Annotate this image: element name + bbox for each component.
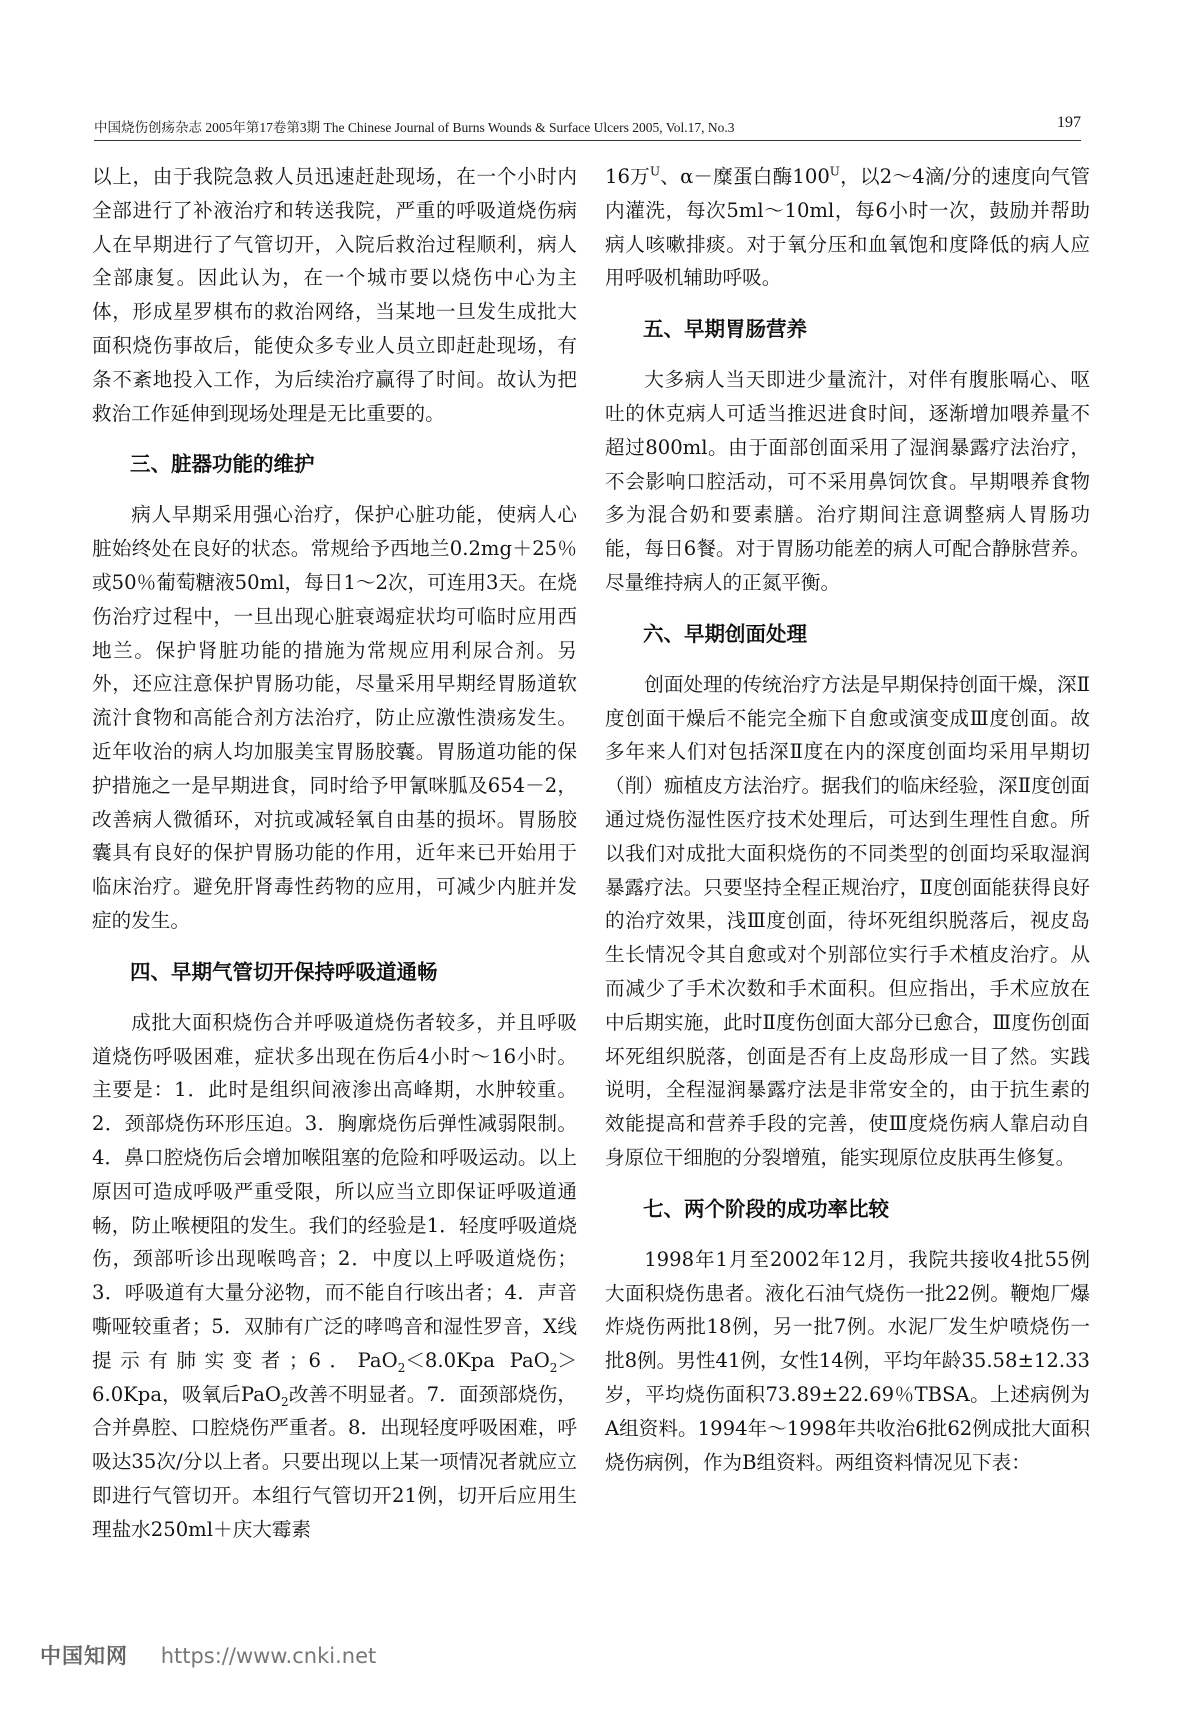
subscript-2: 2 [549,1360,558,1375]
section-heading-6: 六、早期创面处理 [643,621,807,646]
section-heading-4: 四、早期气管切开保持呼吸道通畅 [130,959,438,984]
right-column [605,160,1090,1479]
cnki-url: https://www.cnki.net [160,1644,377,1668]
superscript-u: U [649,164,661,179]
paragraph-tracheotomy [92,1006,577,1547]
header-rule [94,140,1081,141]
text-run: ，以2～4滴/分的速度向气管内灌洗，每次5ml～10ml，每6小时一次，鼓励并帮助病人咳嗽排痰。对于氧分压和血氧饱和度降低的病人应用呼吸机辅助呼吸。 [605,165,1090,290]
superscript-u: U [829,164,840,179]
paragraph-continuation-right [605,160,1090,295]
running-header [94,112,1094,142]
text-run: ＜8.0Kpa PaO [405,1348,550,1372]
subscript-2: 2 [280,1394,289,1409]
paragraph-organ-function: 病人早期采用强心治疗，保护心脏功能，使病人心脏始终处在良好的状态。常规给予西地兰0.2mg＋25％或50％葡萄糖液50ml，每日1～2次，可连用3天。在烧伤治疗过程中，一旦出现心脏衰竭症状均可临时应用西地兰。保护肾脏功能的措施为常规应用利尿合剂。另外，还应注意保护胃肠功能，尽量采用早期经胃肠道软流汁食物和高能合剂方法治疗，防止应激性溃疡发生。近年收治的病人均加服美宝胃肠胶囊。胃肠道功能的保护措施之一是早期进食，同时给予甲氰咪胍及654－2，改善病人微循环，对抗或减轻氧自由基的损坏。胃肠胶囊具有良好的保护胃肠功能的作用，近年来已开始用于临床治疗。避免肝肾毒性药物的应用，可减少内脏并发症的发生。 [92,503,577,932]
text-run: 16万 [605,165,650,188]
paragraph-continuation: 以上，由于我院急救人员迅速赶赴现场，在一个小时内全部进行了补液治疗和转送我院，严重的呼吸道烧伤病人在早期进行了气管切开，入院后救治过程顺利，病人全部康复。因此认为，在一个城市要以烧伤中心为主体，形成星罗棋布的救治网络，当某地一旦发生成批大面积烧伤事故后，能使众多专业人员立即赶赴现场，有条不紊地投入工作，为后续治疗赢得了时间。故认为把救治工作延伸到现场处理是无比重要的。 [92,165,577,425]
footer-watermark [40,1640,376,1680]
paragraph-wound-treatment: 创面处理的传统治疗方法是早期保持创面干燥，深Ⅱ度创面干燥后不能完全痂下自愈或演变成Ⅲ度创面。故多年来人们对包括深Ⅱ度在内的深度创面均采用早期切（削）痂植皮方法治疗。据我们的临床经验，深Ⅱ度创面通过烧伤湿性医疗技术处理后，可达到生理性自愈。所以我们对成批大面积烧伤的不同类型的创面均采取湿润暴露疗法。只要坚持全程正规治疗，Ⅱ度创面能获得良好的治疗效果，浅Ⅲ度创面，待坏死组织脱落后，视皮岛生长情况令其自愈或对个别部位实行手术植皮治疗。从而减少了手术次数和手术面积。但应指出，手术应放在中后期实施，此时Ⅱ度伤创面大部分已愈合，Ⅲ度伤创面坏死组织脱落，创面是否有上皮岛形成一目了然。实践说明，全程湿润暴露疗法是非常安全的，由于抗生素的效能提高和营养手段的完善，使Ⅲ度烧伤病人靠启动自身原位干细胞的分裂增殖，能实现原位皮肤再生修复。 [605,672,1090,1169]
paragraph-comparison: 1998年1月至2002年12月，我院共接收4批55例大面积烧伤患者。液化石油气烧伤一批22例。鞭炮厂爆炸烧伤两批18例，另一批7例。水泥厂发生炉喷烧伤一批8例。男性41例，女性14例，平均年龄35.58±12.33岁，平均烧伤面积73.89±22.69％TBSA。上述病例为A组资料。1994年～1998年共收治6批62例成批大面积烧伤病例，作为B组资料。两组资料情况见下表： [605,1247,1090,1474]
page-number: 197 [1057,114,1081,131]
section-heading-5: 五、早期胃肠营养 [643,317,807,342]
subscript-2: 2 [397,1360,406,1375]
section-heading-7: 七、两个阶段的成功率比较 [643,1196,889,1221]
left-column [92,160,577,1546]
section-heading-3: 三、脏器功能的维护 [130,452,315,477]
text-run: 、α－糜蛋白酶100 [660,165,830,188]
paragraph-nutrition: 大多病人当天即进少量流汁，对伴有腹胀嗝心、呕吐的休克病人可适当推迟进食时间，逐渐增加喂养量不超过800ml。由于面部创面采用了湿润暴露疗法治疗，不会影响口腔活动，可不采用鼻饲饮食。早期喂养食物多为混合奶和要素膳。治疗期间注意调整病人胃肠功能，每日6餐。对于胃肠功能差的病人可配合静脉营养。尽量维持病人的正氮平衡。 [605,368,1090,594]
text-run: 成批大面积烧伤合并呼吸道烧伤者较多，并且呼吸道烧伤呼吸困难，症状多出现在伤后4小时～16小时。主要是：1．此时是组织间液渗出高峰期，水肿较重。2．颈部烧伤环形压迫。3．胸廓烧伤后弹性减弱限制。4．鼻口腔烧伤后会增加喉阻塞的危险和呼吸运动。以上原因可造成呼吸严重受限，所以应当立即保证呼吸道通畅，防止喉梗阻的发生。我们的经验是1．轻度呼吸道烧伤，颈部听诊出现喉鸣音；2．中度以上呼吸道烧伤；3．呼吸道有大量分泌物，而不能自行咳出者；4．声音嘶哑较重者；5．双肺有广泛的哮鸣音和湿性罗音，X线提示有肺实变者；6．PaO [92,1010,577,1372]
text-run: ＞6.0Kpa，吸氧后PaO [92,1348,577,1406]
journal-citation: 中国烧伤创疡杂志 2005年第17卷第3期 The Chinese Journal of Burns Wounds & Surface Ulcers 2005, Vol.17, No.3 [94,120,735,135]
text-run: 改善不明显者。7．面颈部烧伤，合并鼻腔、口腔烧伤严重者。8．出现轻度呼吸困难，呼吸达35次/分以上者。只要出现以上某一项情况者就应立即进行气管切开。本组行气管切开21例，切开后应用生理盐水250ml＋庆大霉素 [92,1382,577,1541]
cnki-logo: 中国知网 [40,1644,128,1668]
